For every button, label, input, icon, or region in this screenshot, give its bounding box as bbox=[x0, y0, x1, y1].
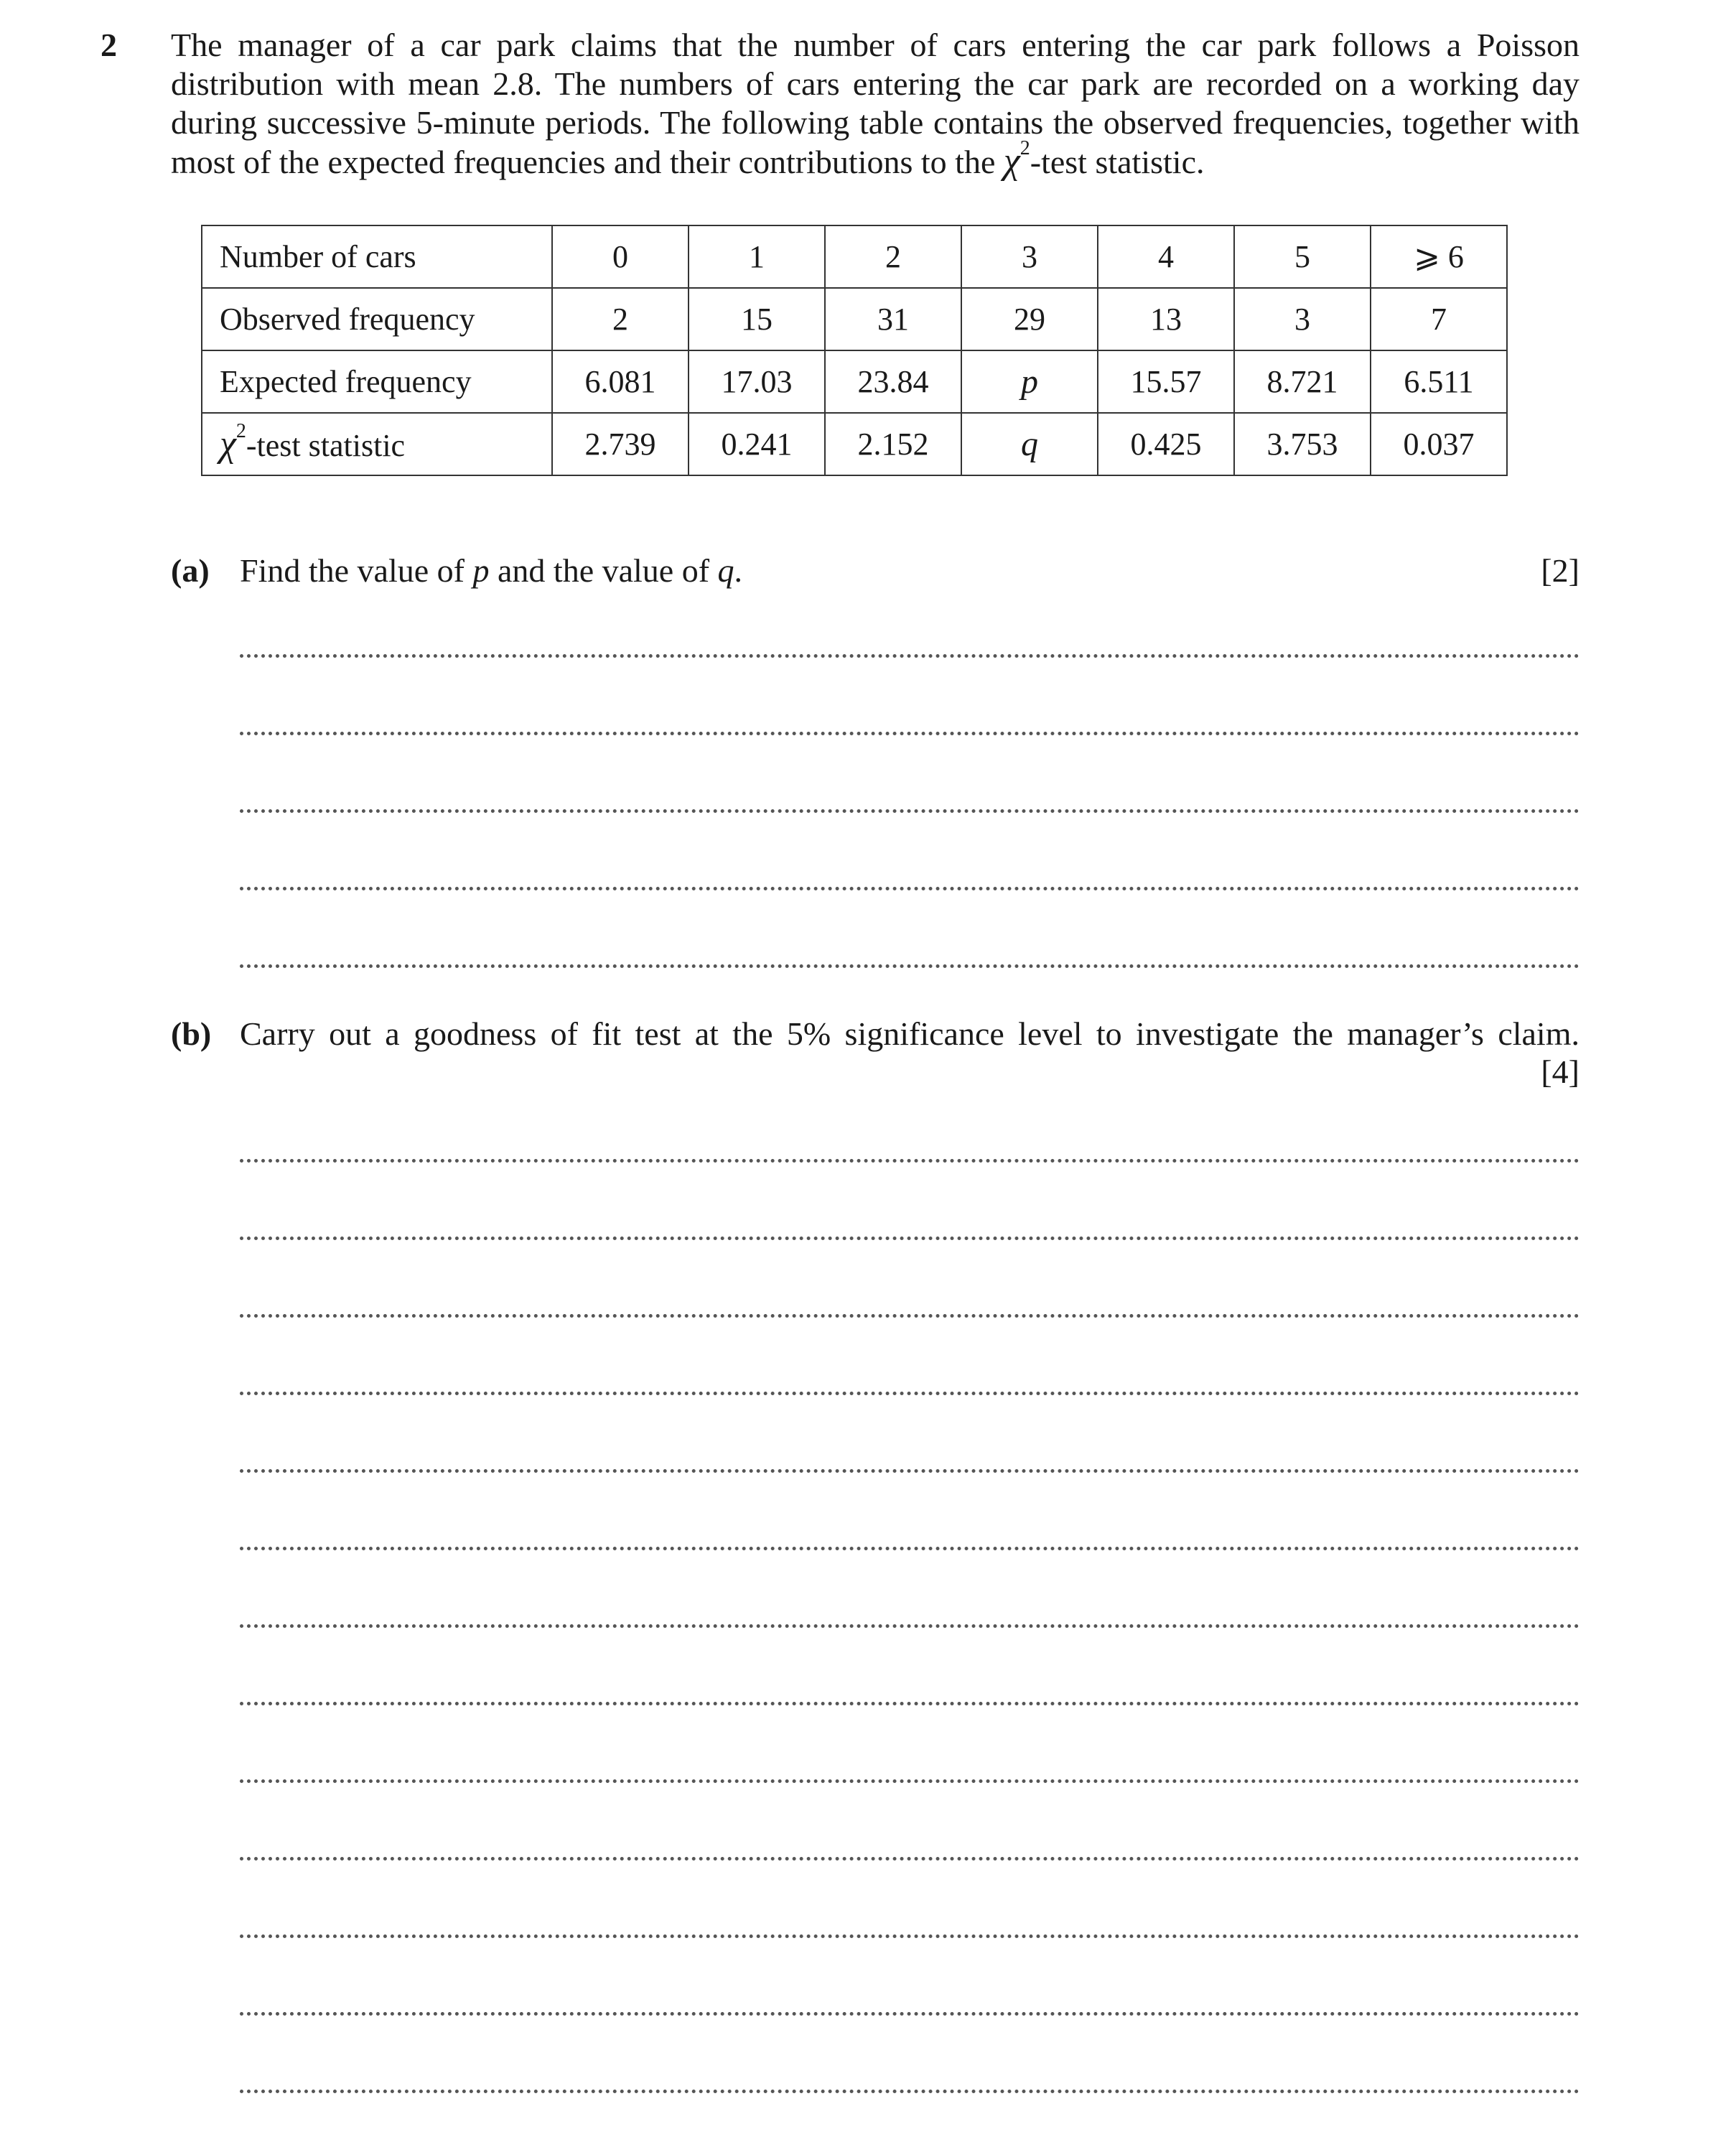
table-row bbox=[202, 413, 1507, 475]
part-b-question: Carry out a goodness of fit test at the 5% significance level to investigate the manager’s claim. bbox=[240, 1015, 1579, 1052]
answer-line[interactable] bbox=[240, 1159, 1579, 1163]
table-cell: 15.57 bbox=[1098, 350, 1234, 413]
table-cell: 8.721 bbox=[1234, 350, 1371, 413]
part-a-text: . bbox=[734, 552, 743, 589]
table-cell: 29 bbox=[961, 288, 1098, 350]
answer-line[interactable] bbox=[240, 1624, 1579, 1628]
table-cell-p: p bbox=[961, 350, 1098, 413]
row-header: Expected frequency bbox=[202, 350, 552, 413]
part-a-marks: [2] bbox=[1541, 552, 1579, 589]
table-cell: 3 bbox=[961, 225, 1098, 288]
table-row bbox=[202, 225, 1507, 288]
table-cell: 1 bbox=[689, 225, 825, 288]
table-cell: 31 bbox=[825, 288, 961, 350]
var-p: p bbox=[472, 552, 490, 589]
table-row bbox=[202, 350, 1507, 413]
answer-line[interactable] bbox=[240, 964, 1579, 968]
frequency-table bbox=[201, 225, 1508, 476]
answer-line[interactable] bbox=[240, 654, 1579, 658]
table-cell: 0 bbox=[552, 225, 689, 288]
table-cell: 3 bbox=[1234, 288, 1371, 350]
table-cell: 13 bbox=[1098, 288, 1234, 350]
part-b-marks: [4] bbox=[1541, 1053, 1579, 1090]
answer-line[interactable] bbox=[240, 2012, 1579, 2016]
table-cell: 6.081 bbox=[552, 350, 689, 413]
table-cell: 15 bbox=[689, 288, 825, 350]
answer-line[interactable] bbox=[240, 1392, 1579, 1395]
answer-line[interactable] bbox=[240, 1469, 1579, 1473]
table-cell: 2 bbox=[552, 288, 689, 350]
part-b-label: (b) bbox=[171, 1015, 212, 1052]
chi-superscript: 2 bbox=[235, 420, 246, 442]
intro-text: The manager of a car park claims that the number of cars entering the car park follows a Poisson distribution with mean 2.8. The numbers of cars entering the car park are recorded on a working day during successive 5-minute periods. The following table contains the observed frequencies, together with most of the expected frequencies and their contributions to the bbox=[171, 27, 1579, 180]
row-header: Number of cars bbox=[202, 225, 552, 288]
answer-line[interactable] bbox=[240, 1779, 1579, 1783]
table-cell: 0.425 bbox=[1098, 413, 1234, 475]
row-header-text: -test statistic bbox=[246, 428, 406, 463]
part-a-question bbox=[240, 551, 742, 590]
answer-line[interactable] bbox=[240, 1934, 1579, 1938]
table-cell: 23.84 bbox=[825, 350, 961, 413]
table-cell-q: q bbox=[961, 413, 1098, 475]
row-header: Observed frequency bbox=[202, 288, 552, 350]
table-cell: 3.753 bbox=[1234, 413, 1371, 475]
answer-line[interactable] bbox=[240, 809, 1579, 813]
answer-line[interactable] bbox=[240, 1547, 1579, 1550]
table-cell: ⩾ 6 bbox=[1371, 225, 1507, 288]
table-cell: 2 bbox=[825, 225, 961, 288]
intro-end: -test statistic. bbox=[1030, 144, 1205, 180]
table-cell: 6.511 bbox=[1371, 350, 1507, 413]
answer-line[interactable] bbox=[240, 2090, 1579, 2093]
row-header bbox=[202, 413, 552, 475]
table-row bbox=[202, 288, 1507, 350]
answer-line[interactable] bbox=[240, 1857, 1579, 1861]
var-q: q bbox=[717, 552, 734, 589]
table-cell: 0.241 bbox=[689, 413, 825, 475]
table-cell: 5 bbox=[1234, 225, 1371, 288]
answer-line[interactable] bbox=[240, 1314, 1579, 1318]
chi-superscript: 2 bbox=[1019, 137, 1030, 159]
answer-line[interactable] bbox=[240, 1237, 1579, 1240]
chi-symbol: χ bbox=[1003, 141, 1020, 182]
question-number: 2 bbox=[101, 27, 117, 63]
table-cell: 2.152 bbox=[825, 413, 961, 475]
table-cell: 2.739 bbox=[552, 413, 689, 475]
answer-line[interactable] bbox=[240, 1702, 1579, 1705]
part-a-text: and the value of bbox=[498, 552, 710, 589]
table-cell: 17.03 bbox=[689, 350, 825, 413]
answer-line[interactable] bbox=[240, 887, 1579, 890]
question-intro bbox=[171, 26, 1579, 182]
chi-symbol: χ bbox=[220, 424, 236, 465]
part-a-text: Find the value of bbox=[240, 552, 465, 589]
table-cell: 4 bbox=[1098, 225, 1234, 288]
part-a-label: (a) bbox=[171, 552, 210, 589]
table-cell: 7 bbox=[1371, 288, 1507, 350]
answer-line[interactable] bbox=[240, 732, 1579, 735]
table-cell: 0.037 bbox=[1371, 413, 1507, 475]
